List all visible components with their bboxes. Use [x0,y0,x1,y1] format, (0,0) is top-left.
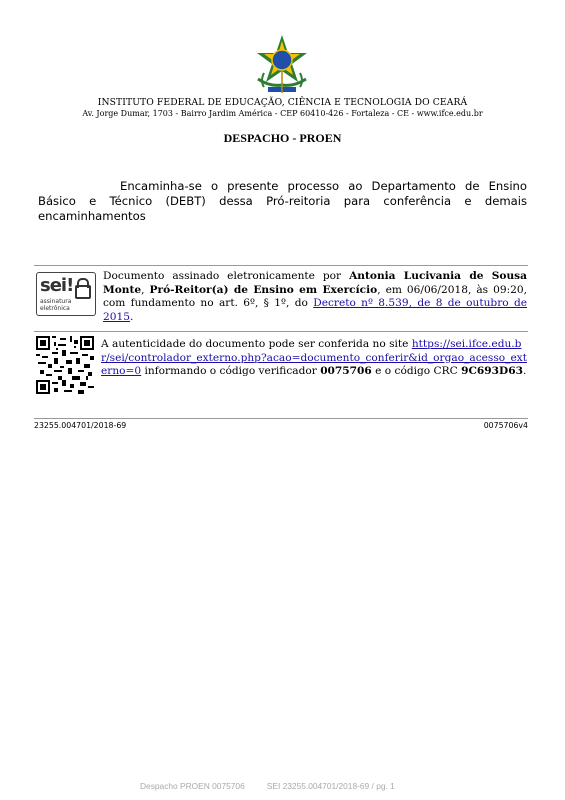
institution-address: Av. Jorge Dumar, 1703 - Bairro Jardim América - CEP 60410-426 - Fortaleza - CE - www.ifce.edu.br [82,108,483,118]
page-footer [140,781,417,791]
page-footer-doc: Despacho PROEN 0075706 [140,781,245,791]
institution-name: INSTITUTO FEDERAL DE EDUCAÇÃO, CIÊNCIA E TECNOLOGIA DO CEARÁ [97,97,468,108]
sei-seal-caption: assinatura eletrônica [40,298,72,312]
crc-code: 9C693D63 [461,365,523,378]
qr-code-icon[interactable] [36,336,94,394]
signature-prefix: Documento assinado eletronicamente por [103,270,350,282]
auth-prefix: A autenticidade do documento pode ser conferida no site [101,338,412,350]
signature-end: . [129,310,134,323]
document-body-text: Encaminha-se o presente processo ao Departamento de Ensino Básico e Técnico (DEBT) dessa Pró-reitoria para conferência e demais encaminhamentos [38,179,527,223]
signature-divider [34,265,528,266]
page-footer-sei: SEI 23255.004701/2018-69 / pg. 1 [266,781,395,791]
auth-divider [34,331,528,332]
document-title: DESPACHO - PROEN [223,131,342,145]
coat-of-arms-icon [250,33,314,97]
signature-block [103,270,527,324]
auth-mid: informando o código verificador [141,365,321,378]
decree-link[interactable]: Decreto nº 8.539, de 8 de outubro de 2015 [103,297,528,323]
verifier-code: 0075706 [320,365,372,378]
signer-name: Antonia Lucivania de Sousa Monte [103,270,527,296]
process-number: 23255.004701/2018-69 [34,421,127,430]
sei-seal-icon [36,272,96,316]
auth-crc-label: e o código CRC [371,365,462,378]
footer-divider [34,418,528,419]
signer-role: Pró-Reitor(a) de Ensino em Exercício [149,283,378,296]
signature-mid: , em 06/06/2018, às 09:20, com fundamento no art. 6º, § 1º, do [103,283,527,310]
authentication-block [101,338,528,379]
sei-logo-text: sei! [40,275,74,296]
auth-link[interactable]: https://sei.ifce.edu.br/sei/controlador_externo.php?acao=documento_conferir&id_orgao_acesso_externo=0 [101,338,527,378]
signature-sep: , [141,283,150,296]
auth-end: . [522,365,527,378]
document-body [38,179,527,224]
document-version: 0075706v4 [483,421,528,430]
lock-icon [75,285,91,299]
